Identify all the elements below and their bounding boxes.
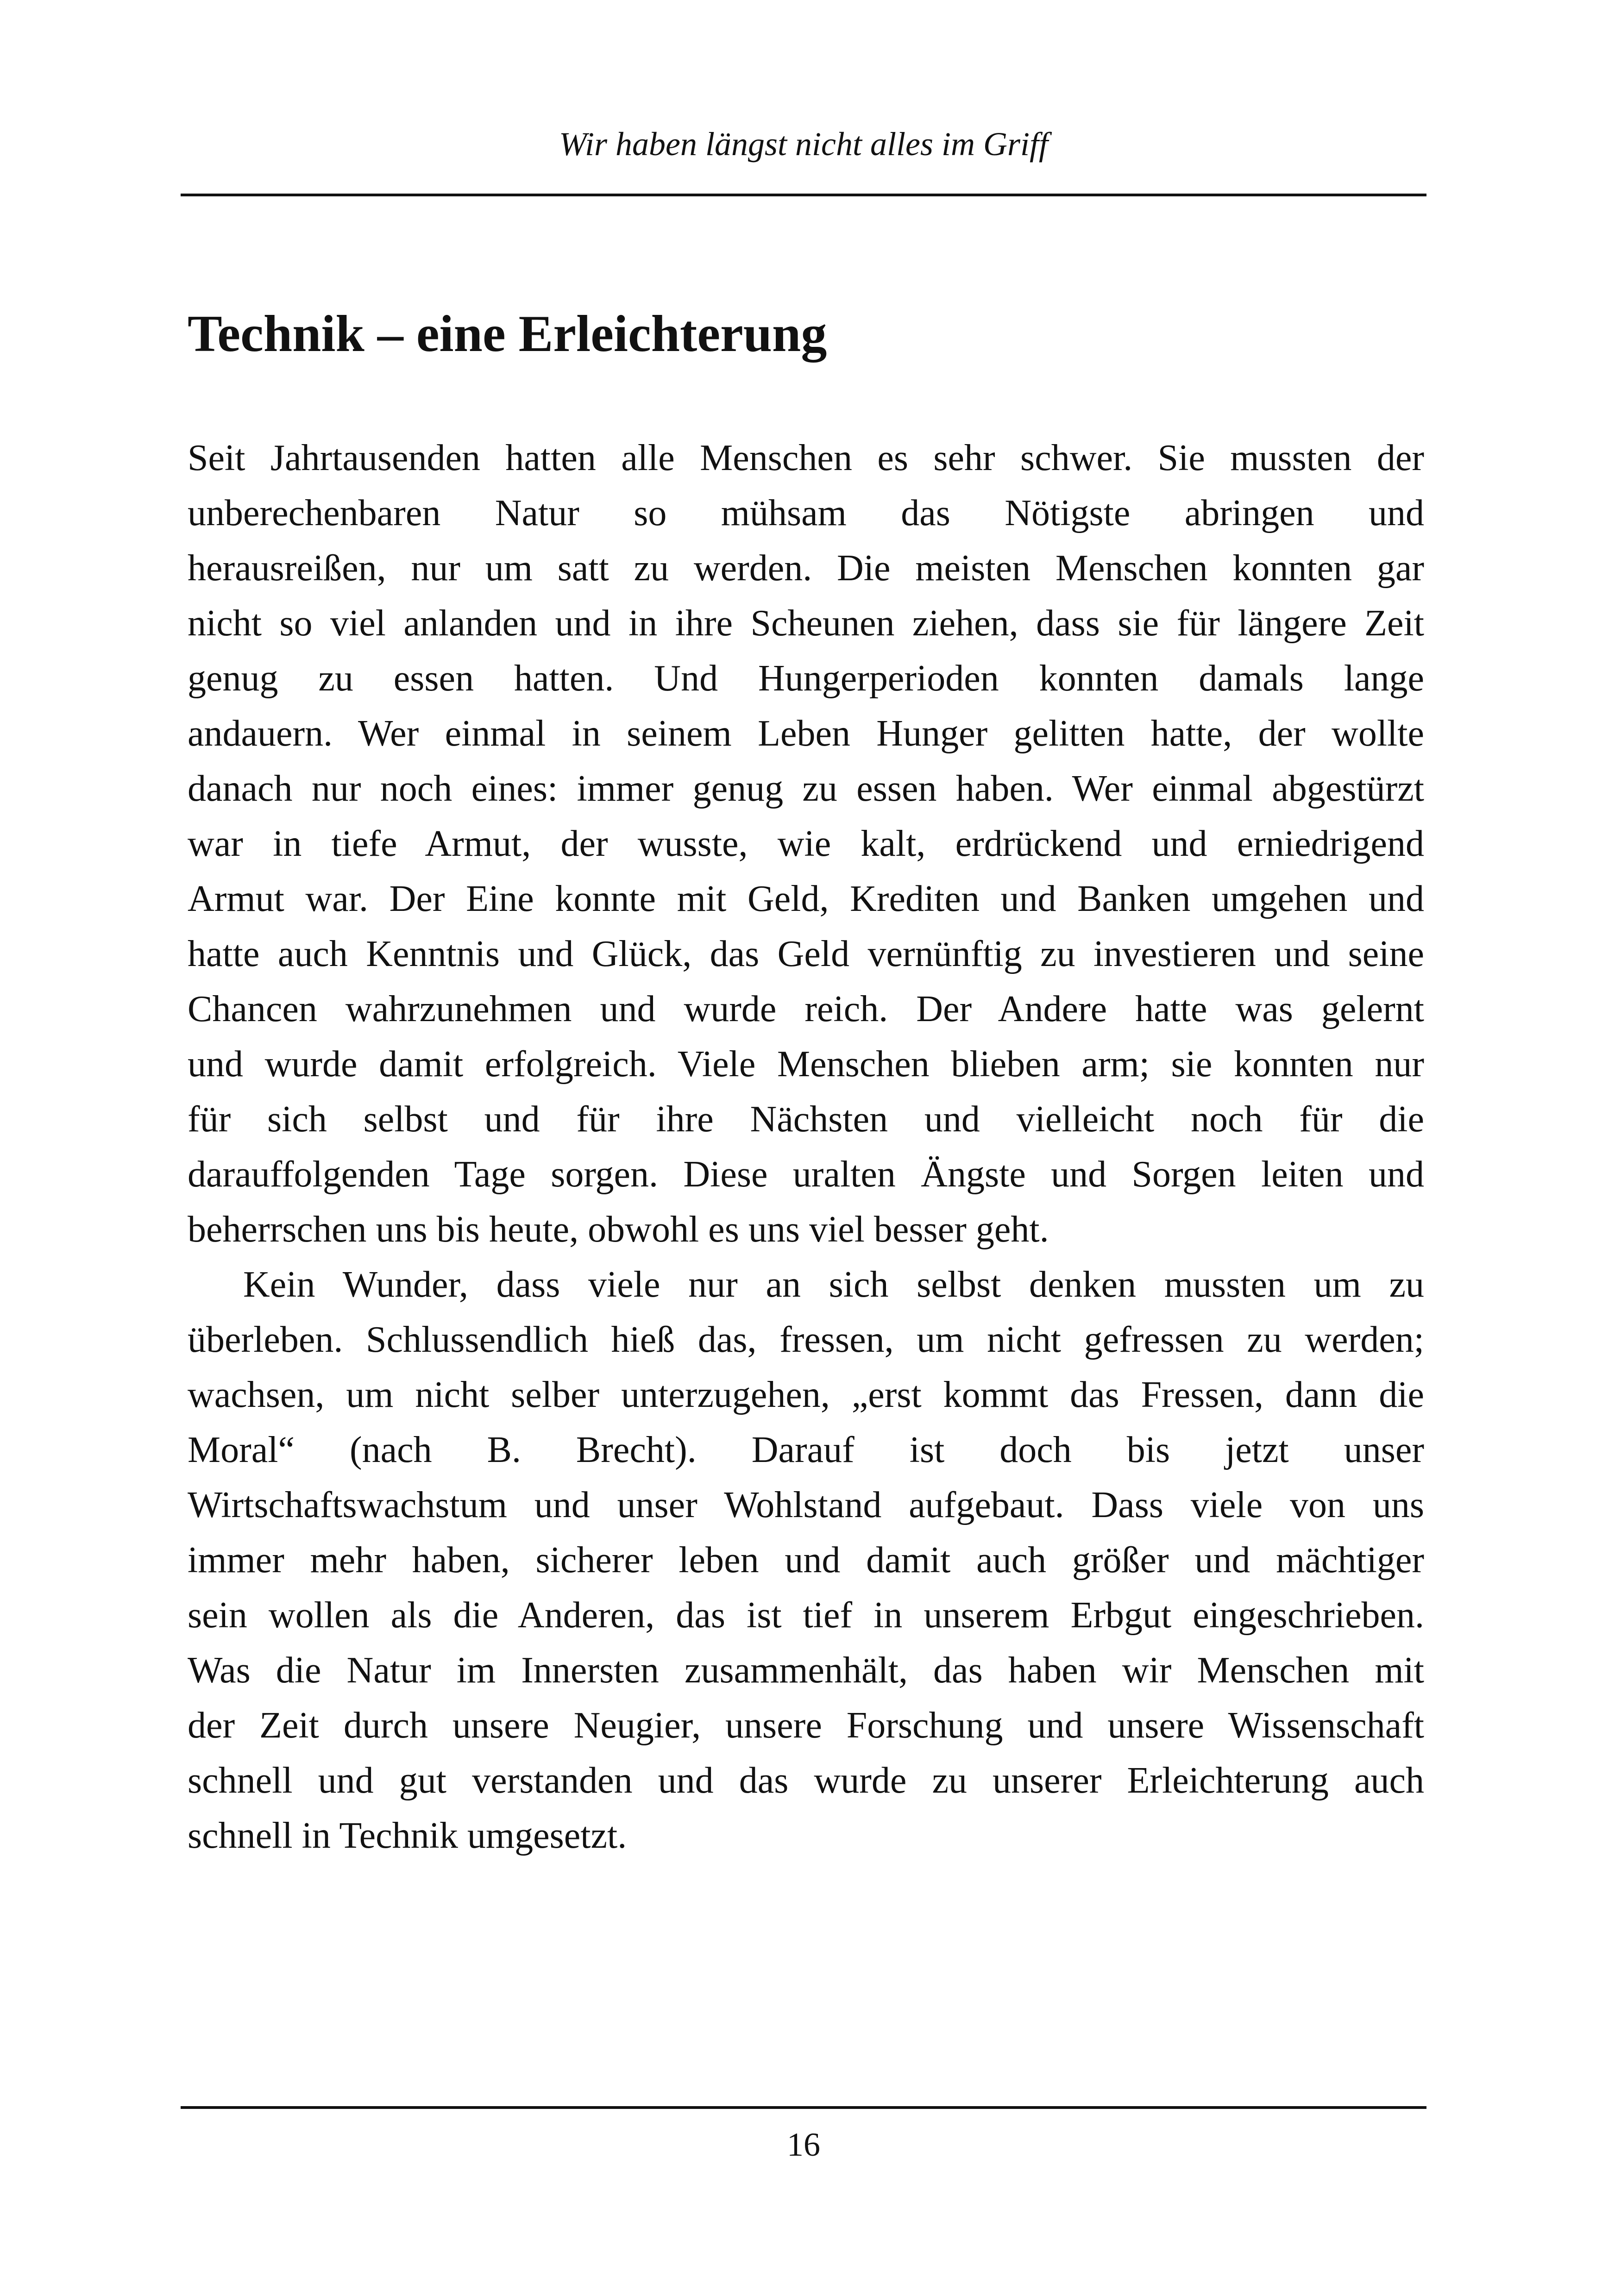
text-line: nicht so viel anlanden und in ihre Scheunen ziehen, dass sie für längere Zeit <box>188 603 1424 644</box>
footer-rule <box>181 2106 1426 2109</box>
text-line: schnell in Technik umgesetzt. <box>188 1815 627 1856</box>
text-line: der Zeit durch unsere Neugier, unsere Forschung und unsere Wissenschaft <box>188 1705 1424 1746</box>
header-rule <box>181 194 1426 196</box>
text-line: immer mehr haben, sicherer leben und damit auch größer und mächtiger <box>188 1540 1424 1581</box>
text-line: Wirtschaftswachstum und unser Wohlstand aufgebaut. Dass viele von uns <box>188 1485 1424 1525</box>
text-line: genug zu essen hatten. Und Hungerperioden konnten damals lange <box>188 658 1424 699</box>
text-line: darauffolgenden Tage sorgen. Diese uralten Ängste und Sorgen leiten und <box>188 1154 1424 1195</box>
text-line: für sich selbst und für ihre Nächsten und vielleicht noch für die <box>188 1099 1424 1140</box>
text-line: danach nur noch eines: immer genug zu essen haben. Wer einmal abgestürzt <box>188 768 1424 809</box>
text-line: Chancen wahrzunehmen und wurde reich. Der Andere hatte was gelernt <box>188 989 1424 1029</box>
chapter-title: Technik – eine Erleichterung <box>188 305 827 363</box>
text-line: beherrschen uns bis heute, obwohl es uns viel besser geht. <box>188 1209 1049 1250</box>
text-line: schnell und gut verstanden und das wurde zu unserer Erleichterung auch <box>188 1760 1424 1801</box>
text-line: wachsen, um nicht selber unterzugehen, „erst kommt das Fressen, dann die <box>188 1374 1424 1415</box>
text-line: andauern. Wer einmal in seinem Leben Hunger gelitten hatte, der wollte <box>188 713 1424 754</box>
text-line: überleben. Schlussendlich hieß das, fressen, um nicht gefressen zu werden; <box>188 1319 1424 1360</box>
running-header: Wir haben längst nicht alles im Griff <box>559 125 1048 163</box>
text-line: hatte auch Kenntnis und Glück, das Geld vernünftig zu investieren und seine <box>188 934 1424 974</box>
text-line: sein wollen als die Anderen, das ist tief in unserem Erbgut eingeschrieben. <box>188 1595 1424 1636</box>
paragraph-1 <box>188 431 1424 1257</box>
text-line: Armut war. Der Eine konnte mit Geld, Krediten und Banken umgehen und <box>188 878 1424 919</box>
text-line: Was die Natur im Innersten zusammenhält, das haben wir Menschen mit <box>188 1650 1424 1691</box>
text-line: war in tiefe Armut, der wusste, wie kalt, erdrückend und erniedrigend <box>188 823 1424 864</box>
text-line: Moral“ (nach B. Brecht). Darauf ist doch bis jetzt unser <box>188 1430 1424 1470</box>
text-line: und wurde damit erfolgreich. Viele Menschen blieben arm; sie konnten nur <box>188 1044 1424 1085</box>
page-number: 16 <box>787 2126 820 2163</box>
text-line: Kein Wunder, dass viele nur an sich selbst denken mussten um zu <box>243 1264 1424 1305</box>
text-line: herausreißen, nur um satt zu werden. Die meisten Menschen konnten gar <box>188 548 1424 589</box>
paragraph-2 <box>188 1257 1424 1863</box>
text-line: unberechenbaren Natur so mühsam das Nötigste abringen und <box>188 493 1424 533</box>
text-line: Seit Jahrtausenden hatten alle Menschen es sehr schwer. Sie mussten der <box>188 438 1424 478</box>
body-text <box>188 431 1424 1863</box>
